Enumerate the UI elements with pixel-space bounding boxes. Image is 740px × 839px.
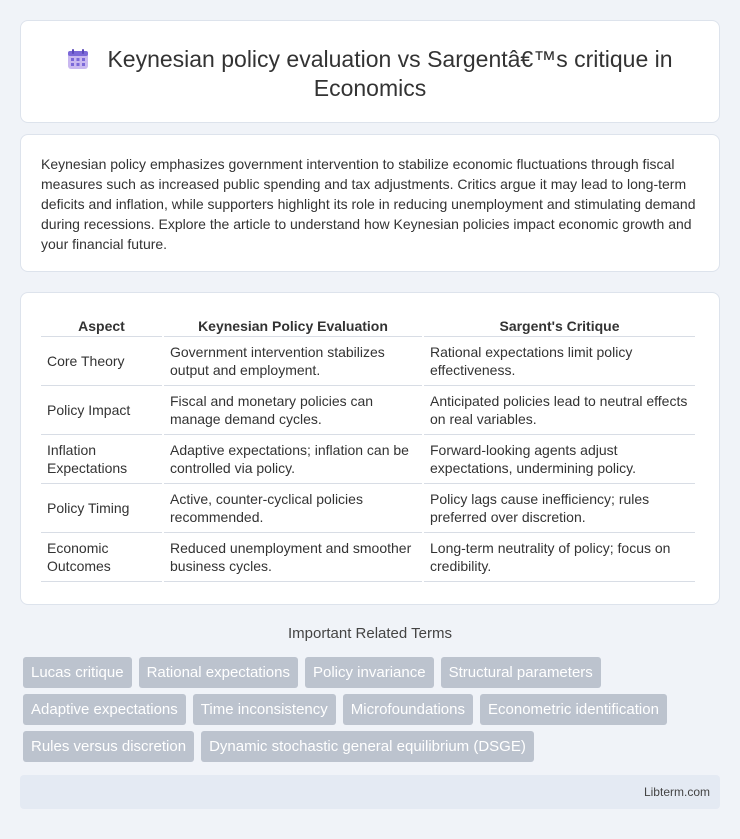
header-keynesian: Keynesian Policy Evaluation <box>164 313 422 337</box>
calendar-icon <box>67 48 89 70</box>
page-title: Keynesian policy evaluation vs Sargentâ€™s critique in Economics <box>107 46 673 101</box>
tag-adaptive-expectations[interactable]: Adaptive expectations <box>23 694 186 725</box>
header-aspect: Aspect <box>41 313 162 337</box>
cell-aspect: Economic Outcomes <box>41 533 162 582</box>
tag-rules-versus-discretion[interactable]: Rules versus discretion <box>23 731 194 762</box>
cell-aspect: Inflation Expectations <box>41 435 162 484</box>
title-card <box>20 20 720 123</box>
cell-sargent: Policy lags cause inefficiency; rules preferred over discretion. <box>424 484 695 533</box>
related-terms-title: Important Related Terms <box>288 625 452 642</box>
tag-row <box>23 731 723 762</box>
table-row <box>41 484 695 533</box>
comparison-card <box>20 292 720 605</box>
tag-rational-expectations[interactable]: Rational expectations <box>139 657 298 688</box>
intro-card <box>20 134 720 272</box>
header-sargent: Sargent's Critique <box>424 313 695 337</box>
intro-paragraph: Keynesian policy emphasizes government intervention to stabilize economic fluctuations through fiscal measures such as increased public spending and tax adjustments. Critics argue it may lead to long-term deficits and inflation, while supporters highlight its role in reducing unemployment and stimulating demand during recessions. Explore the article to understand how Keynesian policies impact economic growth and your financial future. <box>41 156 696 252</box>
cell-sargent: Long-term neutrality of policy; focus on credibility. <box>424 533 695 582</box>
cell-keynesian: Active, counter-cyclical policies recommended. <box>164 484 422 533</box>
table-row <box>41 337 695 386</box>
cell-sargent: Forward-looking agents adjust expectations, undermining policy. <box>424 435 695 484</box>
table-row <box>41 386 695 435</box>
cell-keynesian: Adaptive expectations; inflation can be controlled via policy. <box>164 435 422 484</box>
tag-structural-parameters[interactable]: Structural parameters <box>441 657 601 688</box>
cell-keynesian: Government intervention stabilizes output and employment. <box>164 337 422 386</box>
footer-site-link[interactable]: Libterm.com <box>643 785 710 799</box>
footer <box>20 775 720 809</box>
cell-aspect: Policy Timing <box>41 484 162 533</box>
comparison-table <box>39 313 697 582</box>
cell-sargent: Anticipated policies lead to neutral effects on real variables. <box>424 386 695 435</box>
table-row <box>41 435 695 484</box>
tag-econometric-identification[interactable]: Econometric identification <box>480 694 667 725</box>
tag-time-inconsistency[interactable]: Time inconsistency <box>193 694 336 725</box>
cell-keynesian: Fiscal and monetary policies can manage demand cycles. <box>164 386 422 435</box>
tag-microfoundations[interactable]: Microfoundations <box>343 694 473 725</box>
cell-keynesian: Reduced unemployment and smoother business cycles. <box>164 533 422 582</box>
tag-lucas-critique[interactable]: Lucas critique <box>23 657 132 688</box>
tag-row <box>23 657 723 688</box>
table-row <box>41 533 695 582</box>
cell-sargent: Rational expectations limit policy effectiveness. <box>424 337 695 386</box>
cell-aspect: Policy Impact <box>41 386 162 435</box>
table-header-row <box>41 313 695 337</box>
cell-aspect: Core Theory <box>41 337 162 386</box>
page-title-wrap <box>21 21 719 103</box>
tag-row <box>23 694 723 725</box>
tag-dsge[interactable]: Dynamic stochastic general equilibrium (DSGE) <box>201 731 534 762</box>
tag-policy-invariance[interactable]: Policy invariance <box>305 657 434 688</box>
related-terms-list <box>23 657 723 768</box>
